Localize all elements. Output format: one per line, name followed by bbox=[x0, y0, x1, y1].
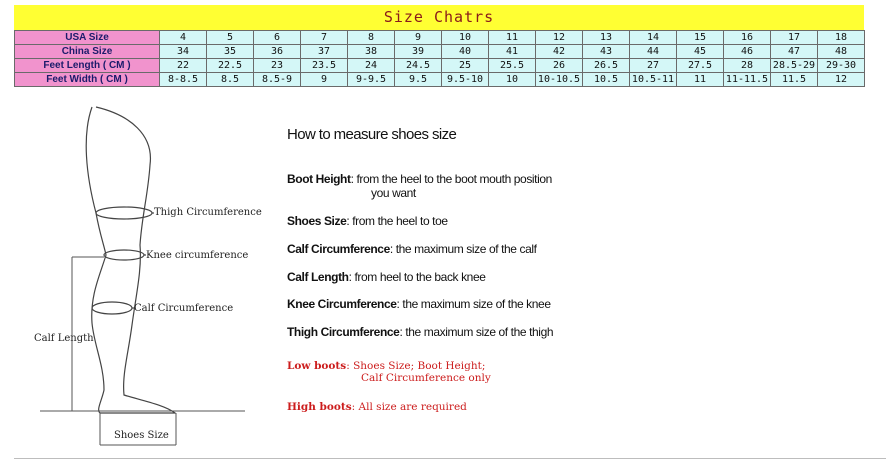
size-table-cell: 27.5 bbox=[677, 59, 724, 73]
low-boots-note: Low boots: Shoes Size; Boot Height; Calf Circumference only bbox=[287, 360, 491, 384]
size-table-row-header: China Size bbox=[15, 45, 160, 59]
size-table-cell: 10 bbox=[442, 31, 489, 45]
size-table-cell: 15 bbox=[677, 31, 724, 45]
size-table-cell: 10 bbox=[489, 73, 536, 87]
size-table-cell: 11 bbox=[489, 31, 536, 45]
size-table-cell: 24 bbox=[348, 59, 395, 73]
high-boots-note: High boots: All size are required bbox=[287, 401, 467, 413]
size-table-cell: 14 bbox=[630, 31, 677, 45]
size-table-cell: 17 bbox=[771, 31, 818, 45]
size-table-cell: 29-30 bbox=[818, 59, 865, 73]
calf-circumference-label: Calf Circumference bbox=[134, 303, 234, 314]
size-table-cell: 16 bbox=[724, 31, 771, 45]
size-table-cell: 25 bbox=[442, 59, 489, 73]
instruction-boot-height: Boot Height: from the heel to the boot mouth position you want bbox=[287, 172, 552, 200]
size-table-cell: 10.5 bbox=[583, 73, 630, 87]
instruction-calf-length: Calf Length: from heel to the back knee bbox=[287, 270, 486, 284]
size-table-row bbox=[15, 31, 865, 45]
leg-illustration bbox=[0, 95, 280, 455]
leg-front-outline bbox=[86, 107, 106, 413]
size-table-cell: 6 bbox=[254, 31, 301, 45]
size-table-cell: 22 bbox=[160, 59, 207, 73]
size-table-cell: 9.5 bbox=[395, 73, 442, 87]
size-table-row-header: USA Size bbox=[15, 31, 160, 45]
size-table-row bbox=[15, 45, 865, 59]
size-table-cell: 46 bbox=[724, 45, 771, 59]
size-table-cell: 11-11.5 bbox=[724, 73, 771, 87]
size-table-cell: 43 bbox=[583, 45, 630, 59]
size-table-cell: 24.5 bbox=[395, 59, 442, 73]
size-table-cell: 28 bbox=[724, 59, 771, 73]
size-table-cell: 8.5-9 bbox=[254, 73, 301, 87]
size-table-cell: 45 bbox=[677, 45, 724, 59]
knee-circumference-label: Knee circumference bbox=[146, 250, 249, 261]
size-table-cell: 10.5-11 bbox=[630, 73, 677, 87]
size-table-cell: 27 bbox=[630, 59, 677, 73]
size-table-cell: 26 bbox=[536, 59, 583, 73]
size-table-cell: 42 bbox=[536, 45, 583, 59]
size-table-row-header: Feet Width ( CM ) bbox=[15, 73, 160, 87]
instruction-thigh-circumference: Thigh Circumference: the maximum size of the thigh bbox=[287, 325, 554, 339]
size-table-cell: 18 bbox=[818, 31, 865, 45]
size-table-cell: 12 bbox=[536, 31, 583, 45]
size-table-cell: 34 bbox=[160, 45, 207, 59]
size-table-cell: 36 bbox=[254, 45, 301, 59]
size-table-cell: 44 bbox=[630, 45, 677, 59]
size-table-cell: 9-9.5 bbox=[348, 73, 395, 87]
instruction-shoes-size: Shoes Size: from the heel to toe bbox=[287, 214, 448, 228]
size-table-cell: 5 bbox=[207, 31, 254, 45]
bottom-divider bbox=[14, 458, 886, 459]
size-table-cell: 28.5-29 bbox=[771, 59, 818, 73]
size-table-row bbox=[15, 59, 865, 73]
size-table-cell: 8-8.5 bbox=[160, 73, 207, 87]
size-table-cell: 23 bbox=[254, 59, 301, 73]
size-table-cell: 11 bbox=[677, 73, 724, 87]
size-table-row bbox=[15, 73, 865, 87]
size-table-cell: 9 bbox=[301, 73, 348, 87]
size-table-cell: 40 bbox=[442, 45, 489, 59]
size-table-cell: 10-10.5 bbox=[536, 73, 583, 87]
size-table-cell: 37 bbox=[301, 45, 348, 59]
size-table-cell: 4 bbox=[160, 31, 207, 45]
size-table-cell: 47 bbox=[771, 45, 818, 59]
size-table-cell: 12 bbox=[818, 73, 865, 87]
size-table-cell: 35 bbox=[207, 45, 254, 59]
size-table-cell: 13 bbox=[583, 31, 630, 45]
size-table-cell: 7 bbox=[301, 31, 348, 45]
size-table-cell: 8.5 bbox=[207, 73, 254, 87]
size-table-cell: 26.5 bbox=[583, 59, 630, 73]
instruction-knee-circumference: Knee Circumference: the maximum size of the knee bbox=[287, 297, 551, 311]
calf-circumference-ring bbox=[92, 302, 132, 314]
size-table-cell: 25.5 bbox=[489, 59, 536, 73]
leg-measurement-diagram bbox=[0, 95, 280, 455]
size-table-cell: 9 bbox=[395, 31, 442, 45]
size-table-cell: 8 bbox=[348, 31, 395, 45]
size-table-cell: 11.5 bbox=[771, 73, 818, 87]
size-table-cell: 38 bbox=[348, 45, 395, 59]
size-table bbox=[14, 30, 865, 87]
size-table-row-header: Feet Length ( CM ) bbox=[15, 59, 160, 73]
knee-circumference-ring bbox=[104, 250, 144, 260]
size-table-cell: 48 bbox=[818, 45, 865, 59]
size-table-cell: 23.5 bbox=[301, 59, 348, 73]
thigh-circumference-label: Thigh Circumference bbox=[154, 207, 262, 218]
size-table-cell: 39 bbox=[395, 45, 442, 59]
how-to-measure-heading: How to measure shoes size bbox=[287, 126, 457, 143]
instruction-calf-circumference: Calf Circumference: the maximum size of the calf bbox=[287, 242, 537, 256]
shoes-size-label: Shoes Size bbox=[114, 430, 169, 441]
size-chart-title: Size Chatrs bbox=[14, 5, 864, 30]
calf-length-label: Calf Length bbox=[34, 333, 94, 344]
size-table-cell: 41 bbox=[489, 45, 536, 59]
size-table-cell: 9.5-10 bbox=[442, 73, 489, 87]
size-table-cell: 22.5 bbox=[207, 59, 254, 73]
